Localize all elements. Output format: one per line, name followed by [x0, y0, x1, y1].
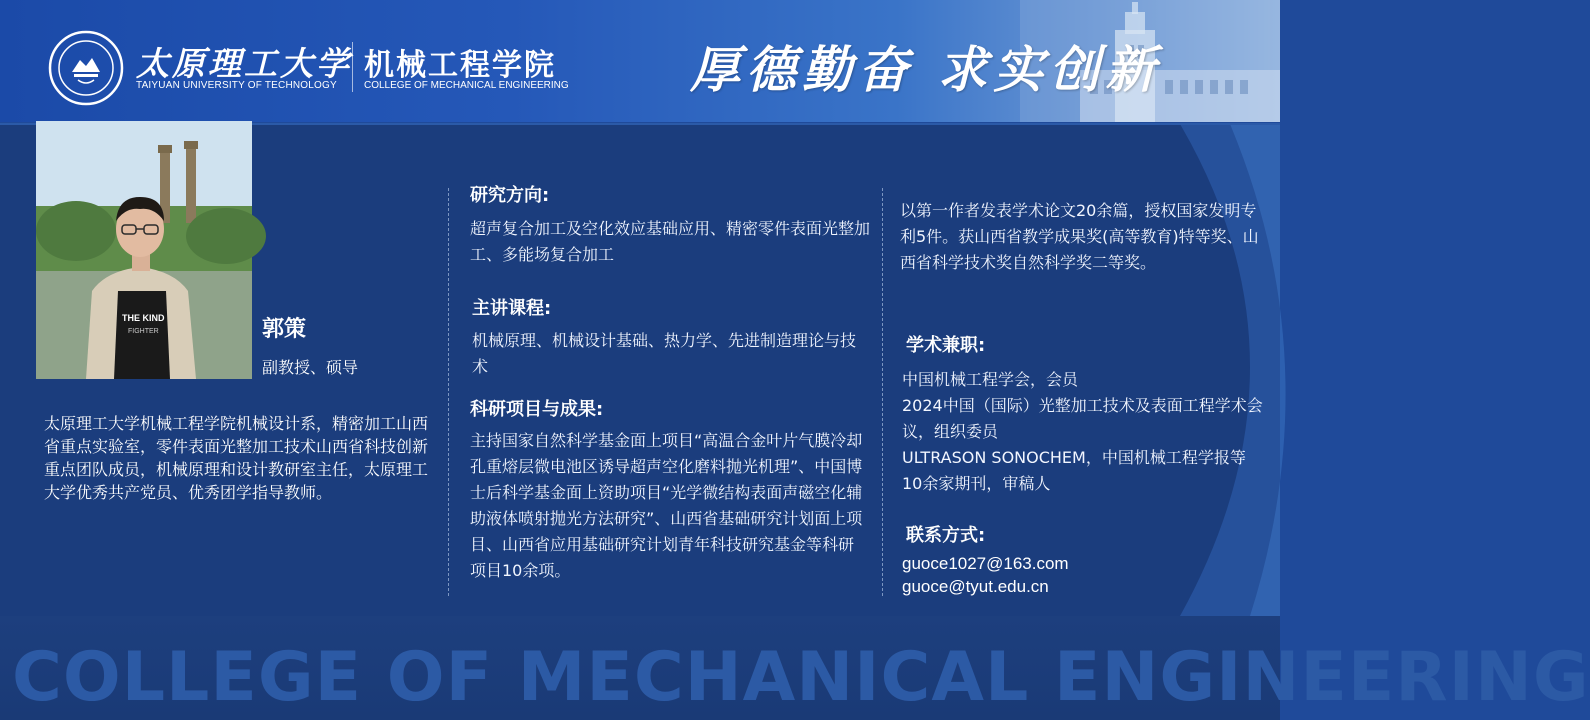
person-title: 副教授、硕导: [262, 358, 359, 377]
email-link[interactable]: guoce@tyut.edu.cn: [902, 577, 1049, 596]
svg-text:FIGHTER: FIGHTER: [128, 328, 159, 335]
academic-heading: 学术兼职:: [906, 335, 986, 356]
courses-heading: 主讲课程:: [472, 298, 552, 319]
profile-photo: [36, 121, 252, 379]
portrait-image: [36, 121, 252, 379]
shirt-text: THE KIND: [122, 313, 165, 323]
person-bio: 太原理工大学机械工程学院机械设计系，精密加工山西省重点实验室，零件表面光整加工技术山西省科技创新重点团队成员，机械原理和设计教研室主任，太原理工大学优秀共产党员、优秀团学指导教师。: [44, 414, 429, 502]
academic-item: 中国机械工程学会，会员: [902, 370, 1079, 389]
courses-text: 机械原理、机械设计基础、热力学、先进制造理论与技术: [472, 331, 857, 376]
college-name-en: COLLEGE OF MECHANICAL ENGINEERING: [364, 80, 569, 91]
column-divider-2: [882, 188, 883, 596]
contact-emails: [902, 552, 1069, 598]
projects-heading: 科研项目与成果:: [470, 399, 604, 420]
footer-band: [0, 616, 1590, 720]
email-link[interactable]: guoce1027@163.com: [902, 554, 1069, 573]
column-divider-1: [448, 188, 449, 596]
academic-item: 2024中国（国际）光整加工技术及表面工程学术会议，组织委员: [902, 396, 1263, 441]
college-name-cn: 机械工程学院: [364, 48, 556, 83]
contact-heading: 联系方式:: [906, 525, 986, 546]
projects-text: 主持国家自然科学基金面上项目“高温合金叶片气膜冷却孔重熔层微电池区诱导超声空化磨料抛光机理”、中国博士后科学基金面上资助项目“光学微结构表面声磁空化辅助液体喷射抛光方法研究”、山西省基础研究计划面上项目、山西省应用基础研究计划青年科技研究基金等科研项目10余项。: [470, 431, 863, 580]
university-emblem-icon: [48, 30, 124, 106]
footer-watermark-text: COLLEGE OF MECHANICAL ENGINEERING: [12, 638, 1590, 717]
header-divider: [352, 42, 353, 92]
academic-list: [902, 367, 1264, 497]
university-name-en: TAIYUAN UNIVERSITY OF TECHNOLOGY: [136, 80, 337, 91]
research-text: 超声复合加工及空化效应基础应用、精密零件表面光整加工、多能场复合加工: [470, 219, 871, 264]
achievements-text: 以第一作者发表学术论文20余篇，授权国家发明专利5件。获山西省教学成果奖(高等教育)特等奖、山西省科学技术奖自然科学奖二等奖。: [900, 201, 1259, 272]
motto: 厚德勤奋 求实创新: [690, 40, 1162, 99]
person-name: 郭策: [262, 317, 307, 342]
header-banner: [0, 0, 1280, 122]
research-heading: 研究方向:: [470, 185, 550, 206]
academic-item: ULTRASON SONOCHEM，中国机械工程学报等10余家期刊，审稿人: [902, 448, 1246, 493]
university-name-cn: 太原理工大学: [136, 44, 352, 83]
